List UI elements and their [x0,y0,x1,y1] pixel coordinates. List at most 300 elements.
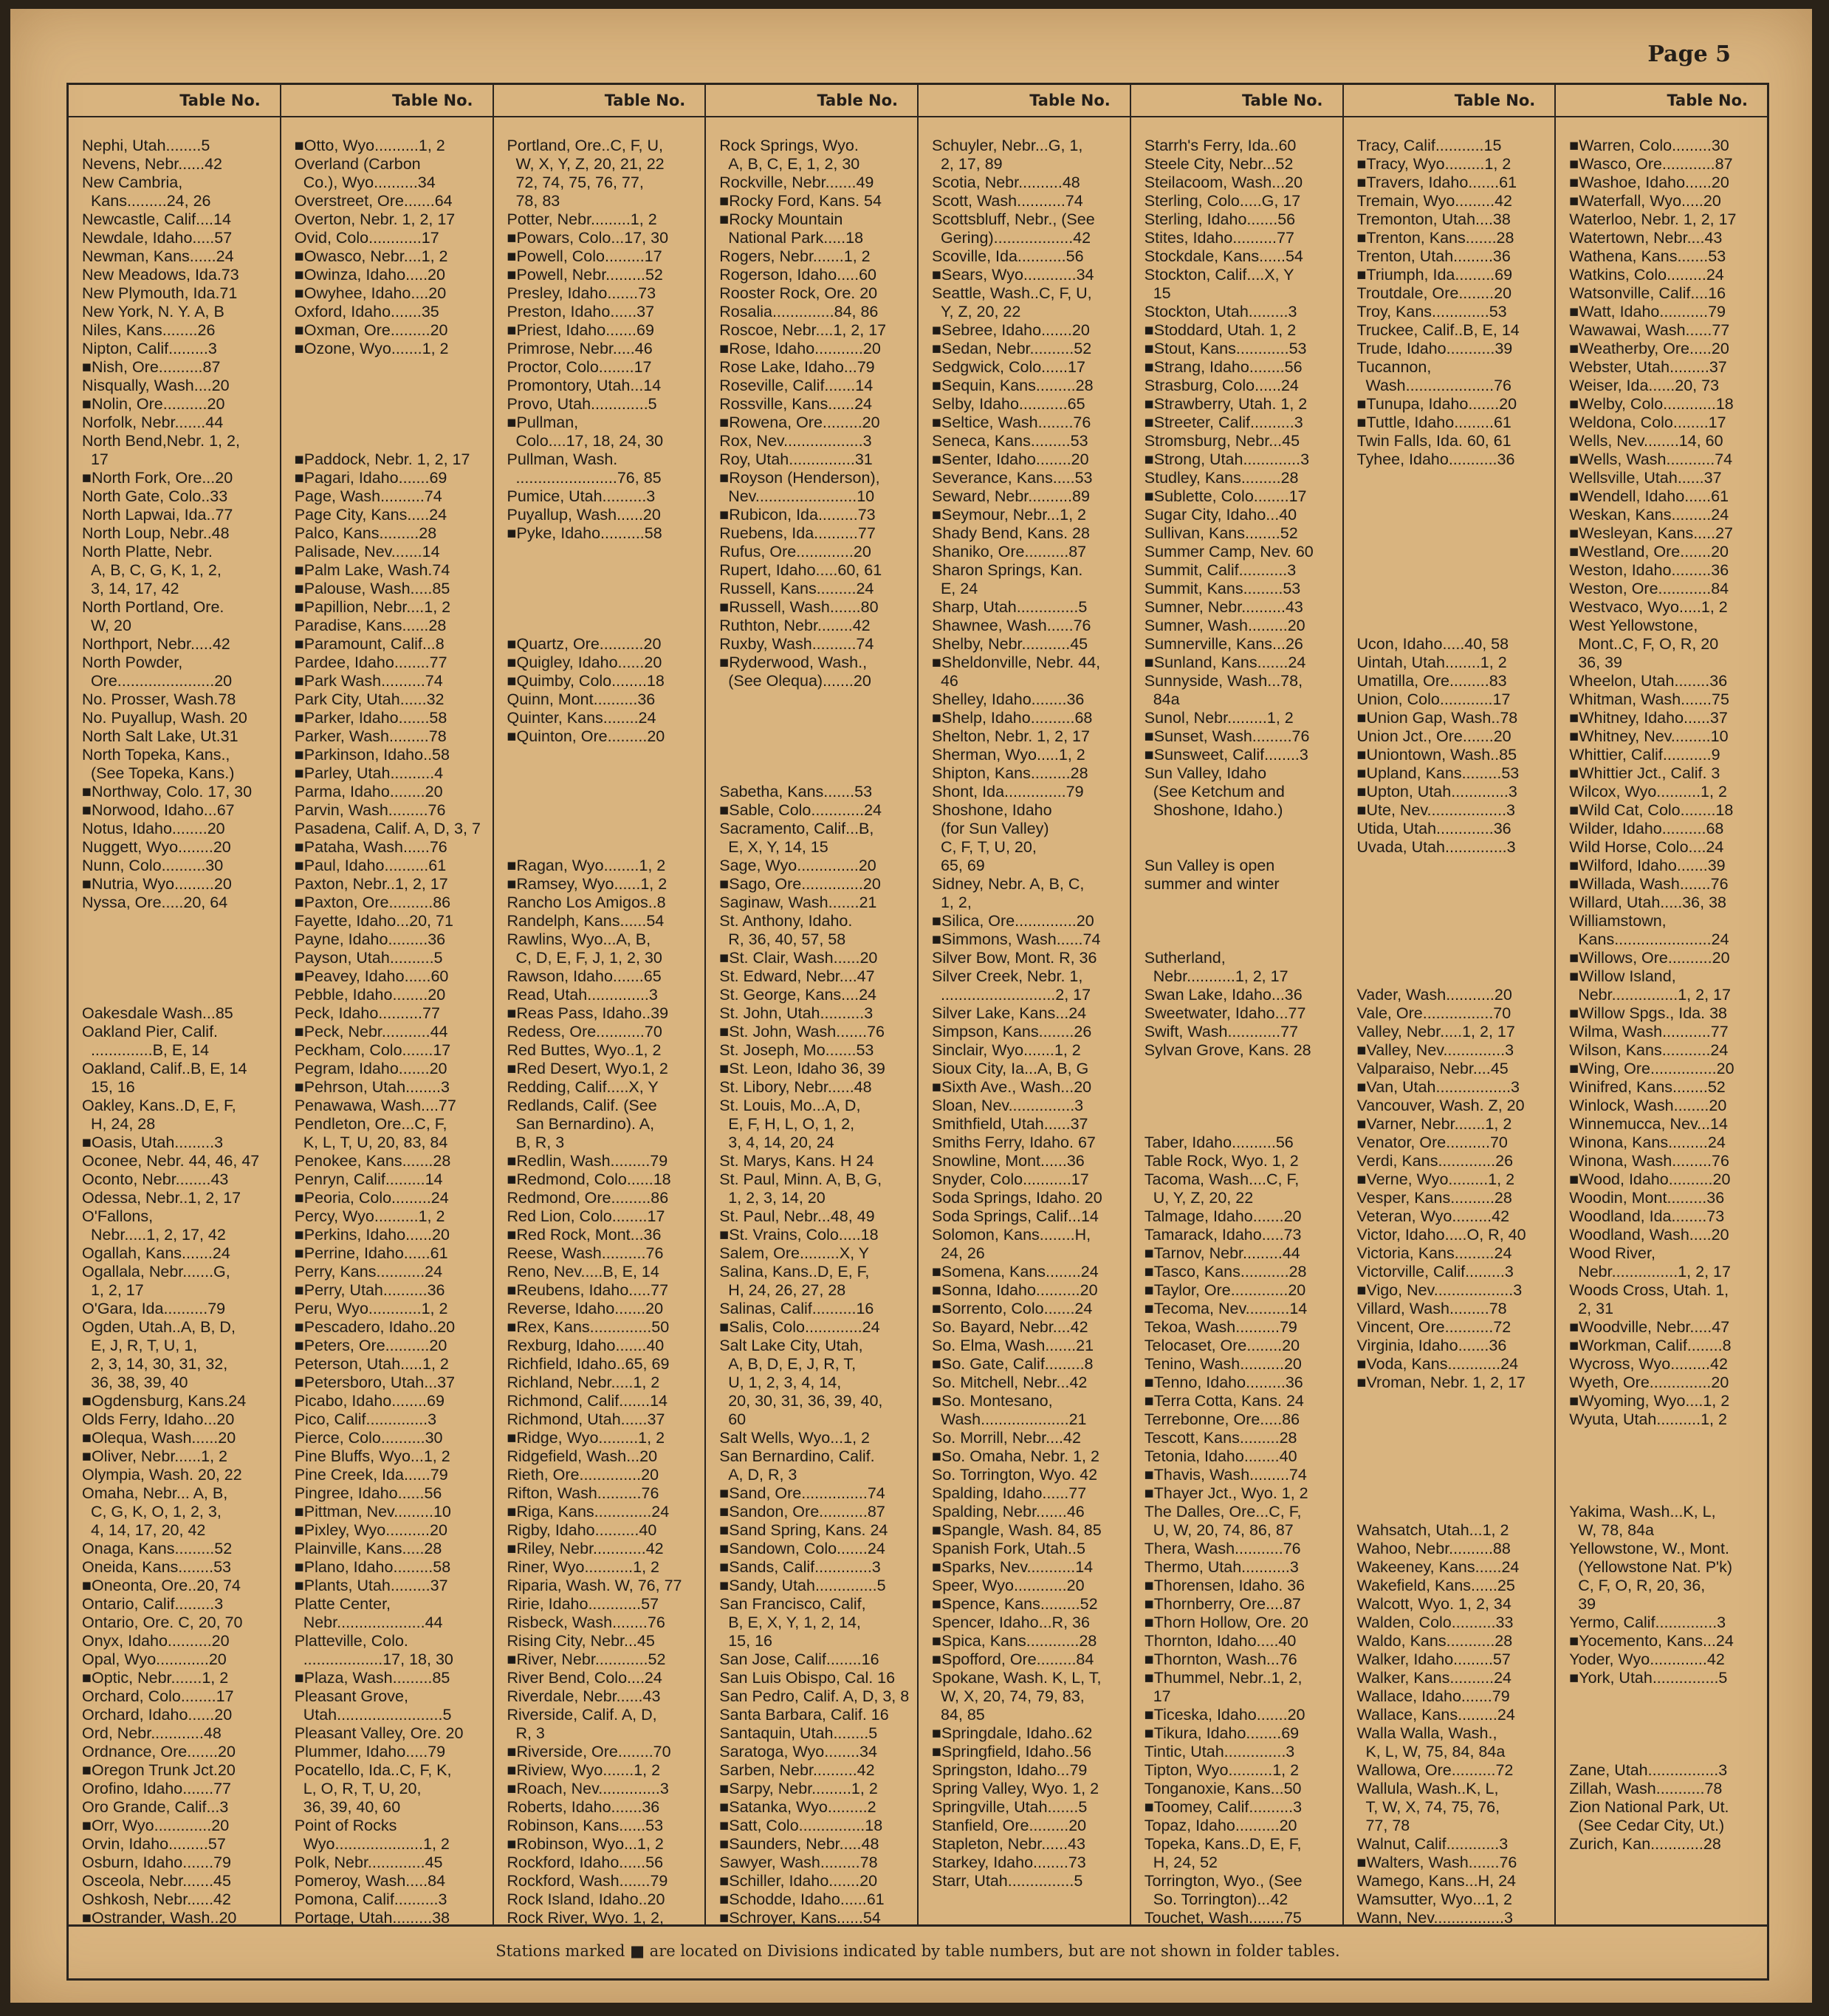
station-entry: Rawlins, Wyo...A, B, [507,930,651,948]
station-entry: ■Pehrson, Utah........3 [294,1078,450,1096]
station-entry: 72, 74, 75, 76, 77, [507,174,644,191]
station-entry: Penawawa, Wash....77 [294,1097,456,1114]
station-entry: Ord, Nebr............48 [82,1724,222,1742]
station-entry: St. Edward, Nebr....47 [719,967,875,985]
station-entry: Silver Lake, Kans...24 [932,1004,1087,1022]
station-entry: Stapleton, Nebr......43 [932,1835,1085,1853]
column-header: Table No. [1556,85,1767,117]
station-index-table [66,83,1769,1981]
station-entry: Nisqually, Wash....20 [82,377,230,394]
station-entry: Wash....................76 [1356,377,1511,394]
station-entry: Touchet, Wash........75 [1144,1909,1302,1927]
station-entry: Penryn, Calif.........14 [294,1170,443,1188]
station-entry: Richmond, Calif.......14 [507,1392,668,1410]
station-entry: Plainville, Kans.....28 [294,1540,442,1557]
column-header: Table No. [706,85,917,117]
station-entry: ■Schodde, Idaho......61 [719,1890,885,1908]
station-entry: Vale, Ore................70 [1356,1004,1511,1022]
station-entry: O'Fallons, [82,1207,154,1225]
station-entry: ■Sandown, Colo.......24 [719,1540,885,1557]
station-entry: ■Whittier Jct., Calif. 3 [1569,764,1720,782]
station-entry: 78, 83 [507,192,560,210]
station-entry: ■Rubicon, Ida.........73 [719,506,876,524]
station-entry: Redding, Calif.....X, Y [507,1078,659,1096]
station-entry: Wash....................21 [932,1410,1087,1428]
station-entry: Wakeeney, Kans......24 [1356,1558,1520,1576]
station-entry: Peck, Idaho..........77 [294,1004,440,1022]
station-entry: Ogallah, Kans.......24 [82,1244,230,1262]
station-entry: Ontario, Ore. C, 20, 70 [82,1614,243,1631]
station-entry: San Bernardino, Calif. [719,1447,875,1465]
station-entry: San Francisco, Calif, [719,1595,866,1613]
station-entry: ■Powars, Colo...17, 30 [507,229,669,247]
station-entry: Stites, Idaho..........77 [1144,229,1294,247]
station-entry: 4, 14, 17, 20, 42 [82,1521,206,1539]
station-entry: North Lapwai, Ida..77 [82,506,233,524]
station-entry: ■Seltice, Wash........76 [932,414,1091,431]
station-entry: ■Tunupa, Idaho.......20 [1356,395,1517,413]
station-entry: Winona, Kans.........24 [1569,1134,1726,1151]
station-entry: St. Paul, Minn. A, B, G, [719,1170,882,1188]
station-entry: Shelby, Nebr...........45 [932,635,1088,653]
station-entry: Wakefield, Kans......25 [1356,1577,1515,1594]
station-column [706,85,919,1927]
station-entry: Richland, Nebr.....1, 2 [507,1374,660,1391]
station-entry: Zurich, Kan............28 [1569,1835,1721,1853]
station-entry [1357,1410,1548,1429]
station-entry: Union, Colo............17 [1356,690,1511,708]
station-entry: ■Simmons, Wash......74 [932,930,1101,948]
station-entry: Orvin, Idaho.........57 [82,1835,226,1853]
station-entry: ■Nolin, Ore..........20 [82,395,225,413]
station-entry: Tescott, Kans.........28 [1144,1429,1297,1447]
station-entry: C, G, K, O, 1, 2, 3, [82,1503,222,1520]
station-entry: Reno, Nev.....B, E, 14 [507,1263,659,1280]
station-entry [1357,1503,1548,1521]
station-entry: ■Strong, Utah.............3 [1144,450,1310,468]
station-entry: Pardee, Idaho........77 [294,654,447,671]
station-entry [1145,1060,1335,1078]
station-entry: (See Topeka, Kans.) [82,764,235,782]
station-entry: Thermo, Utah...........3 [1144,1558,1299,1576]
station-entry [1145,930,1335,949]
station-entry: Watkins, Colo.........24 [1569,266,1724,284]
station-entry: Redlands, Calif. (See [507,1097,657,1114]
station-entry: ■Peoria, Colo.........24 [294,1189,449,1207]
station-entry: ■Tasco, Kans...........28 [1144,1263,1307,1280]
station-entry: St. Louis, Mo...A, D, [719,1097,861,1114]
station-entry: Sinclair, Wyo.......1, 2 [932,1041,1081,1059]
station-entry: ■Tuttle, Idaho.........61 [1356,414,1511,431]
station-entry: Wycross, Wyo.........42 [1569,1355,1728,1373]
station-entry: Wallace, Kans.........24 [1356,1706,1515,1724]
column-header: Table No. [494,85,705,117]
station-entry [507,617,698,635]
station-entry: Summer Camp, Nev. 60 [1144,543,1314,560]
station-entry: Richmond, Utah......37 [507,1410,665,1428]
station-entry: Rossville, Kans......24 [719,395,872,413]
station-entry: ■Thorn Hollow, Ore. 20 [1144,1614,1308,1631]
station-entry: ■Reas Pass, Idaho..39 [507,1004,669,1022]
station-entry: ■Upland, Kans.........53 [1356,764,1520,782]
station-entry [507,561,698,580]
station-entry: Wallace, Idaho.......79 [1356,1687,1510,1705]
station-entry: Winnemucca, Nev...14 [1569,1115,1728,1133]
station-entry: Quinn, Mont..........36 [507,690,656,708]
station-entry: Wellsville, Utah......37 [1569,469,1722,487]
station-entry [1569,1706,1760,1724]
station-entry [295,358,485,377]
station-entry: Walnut, Calif............3 [1356,1835,1509,1853]
station-entry: Page, Wash..........74 [294,487,442,505]
station-entry: ■Oasis, Utah.........3 [82,1134,224,1151]
station-entry: ■Wood, Idaho..........20 [1569,1170,1731,1188]
station-entry: (See Cedar City, Ut.) [1569,1817,1725,1834]
station-entry [82,967,272,986]
station-entry: R, 36, 40, 57, 58 [719,930,846,948]
station-entry: Rosalia..............84, 86 [719,303,879,320]
station-entry [82,949,272,967]
station-entry: ■Wendell, Idaho......61 [1569,487,1729,505]
station-entry: Stockton, Calif....X, Y [1144,266,1294,284]
station-entry [82,986,272,1004]
station-entry: Tetonia, Idaho........40 [1144,1447,1297,1465]
station-entry [1145,1078,1335,1097]
station-entry: Wyuta, Utah..........1, 2 [1569,1410,1727,1428]
station-entry: Stromsburg, Nebr...45 [1144,432,1300,450]
station-entry: Sugar City, Idaho...40 [1144,506,1297,524]
station-entry: (See Ketchum and [1144,783,1285,800]
station-entry: Reverse, Idaho.......20 [507,1300,664,1317]
station-entry: Woodland, Ida........73 [1569,1207,1725,1225]
station-entry: Sioux City, Ia...A, B, G [932,1060,1089,1077]
station-entry: Table Rock, Wyo. 1, 2 [1144,1152,1299,1170]
station-entry: Onyx, Idaho..........20 [82,1632,230,1650]
station-entry: ■Ostrander, Wash..20 [82,1909,237,1927]
station-entry: ■Sebree, Idaho.......20 [932,321,1090,339]
station-entry: Truckee, Calif..B, E, 14 [1356,321,1520,339]
station-entry: Orchard, Colo........17 [82,1687,234,1705]
station-entry: So. Elma, Wash.......21 [932,1337,1094,1354]
station-entry: ■Roach, Nev..............3 [507,1780,669,1797]
station-entry [1357,1466,1548,1484]
station-entry: ■Springfield, Idaho..56 [932,1743,1092,1760]
station-entry: ■Pixley, Wyo..........20 [294,1521,447,1539]
station-entry: Spalding, Idaho......77 [932,1484,1087,1502]
station-entry: ■Sublette, Colo........17 [1144,487,1307,505]
station-entry: ■Petersboro, Utah...37 [294,1374,456,1391]
station-entry: Ontario, Calif.........3 [82,1595,224,1613]
station-entry: Pocatello, Ida..C, F, K, [294,1761,452,1779]
station-entry: Tipton, Wyo..........1, 2 [1144,1761,1300,1779]
station-entry [1357,875,1548,894]
station-entry: ■Oxman, Ore.........20 [294,321,448,339]
station-entry: Randelph, Kans......54 [507,912,665,930]
station-entry: ■Royson (Henderson), [719,469,880,487]
station-entry: ■Parker, Idaho.......58 [294,709,447,727]
station-entry: (Yellowstone Nat. P'k) [1569,1558,1733,1576]
station-entry: Park City, Utah......32 [294,690,445,708]
station-entry [719,746,910,764]
station-entry: H, 24, 26, 27, 28 [719,1281,846,1299]
station-entry: Tremonton, Utah....38 [1356,210,1511,228]
station-entry: Roseville, Calif.......14 [719,377,874,394]
station-entry: Saratoga, Wyo........34 [719,1743,877,1760]
station-entry: ■Varner, Nebr.......1, 2 [1356,1115,1512,1133]
station-entry [719,727,910,746]
station-entry: Shelley, Idaho........36 [932,690,1085,708]
station-entry [82,912,272,930]
station-entry: Polk, Nebr.............45 [294,1854,443,1871]
station-entry: Stockdale, Kans......54 [1144,247,1303,265]
station-entry: Opal, Wyo............20 [82,1650,227,1668]
station-entry: Tamarack, Idaho.....73 [1144,1226,1302,1244]
station-entry: C, F, T, U, 20, [932,838,1037,856]
station-entry: W, X, Y, Z, 20, 21, 22 [507,155,665,173]
station-entry: ■Wing, Ore...............20 [1569,1060,1734,1077]
station-entry: ■Rowena, Ore.........20 [719,414,880,431]
station-entry: Simpson, Kans........26 [932,1023,1092,1040]
station-entry: ■Sedan, Nebr..........52 [932,340,1092,357]
station-entry: No. Puyallup, Wash. 20 [82,709,247,727]
station-entry: 20, 30, 31, 36, 39, 40, [719,1392,883,1410]
station-entry: Verdi, Kans.............26 [1356,1152,1514,1170]
station-entry: Newdale, Idaho.....57 [82,229,233,247]
station-entry: Pegram, Idaho.......20 [294,1060,447,1077]
station-entry: Scotia, Nebr..........48 [932,174,1080,191]
station-entry [719,709,910,727]
station-entry: ■Willow Spgs., Ida. 38 [1569,1004,1727,1022]
station-entry: Saginaw, Wash.......21 [719,894,877,911]
station-entry: ■Norwood, Idaho...67 [82,801,235,819]
station-entry: 1, 2, 3, 14, 20 [719,1189,826,1207]
station-entry: Severance, Kans.....53 [932,469,1093,487]
station-entry: Wawawai, Wash......77 [1569,321,1730,339]
station-entry: Santaquin, Utah........5 [719,1724,878,1742]
station-entry [1569,1466,1760,1484]
station-entry: E, F, H, L, O, 1, 2, [719,1115,855,1133]
station-entry: ■Pullman, [507,414,579,431]
station-entry: Palco, Kans.........28 [294,524,437,542]
station-entry [1357,1447,1548,1466]
station-entry: Platte Center, [294,1595,391,1613]
station-entry: ■Sears, Wyo............34 [932,266,1094,284]
station-entry: Willard, Utah.....36, 38 [1569,894,1726,911]
station-entry: West Yellowstone, [1569,617,1698,634]
station-entry [1569,1484,1760,1503]
station-entry: Ruthton, Nebr........42 [719,617,871,634]
station-entry: Riverdale, Nebr......43 [507,1687,661,1705]
station-entry: T, W, X, 74, 75, 76, [1356,1798,1500,1816]
station-entry: Uintah, Utah........1, 2 [1356,654,1507,671]
station-entry: Sidney, Nebr. A, B, C, [932,875,1085,893]
station-entry: ■Ozone, Wyo.......1, 2 [294,340,449,357]
station-entry: Pleasant Grove, [294,1687,408,1705]
station-entry: Kans.........24, 26 [82,192,211,210]
station-list [1131,117,1342,1927]
station-entry: ..........................2, 17 [932,986,1091,1004]
station-entry: Rock River, Wyo. 1, 2, [507,1909,664,1927]
station-entry: Wells, Nev........14, 60 [1569,432,1723,450]
station-entry: No. Prosser, Wash.78 [82,690,236,708]
station-entry: Winona, Wash.........76 [1569,1152,1729,1170]
station-entry: ■Stout, Kans............53 [1144,340,1307,357]
station-entry [507,746,698,764]
station-entry: ■Warren, Colo.........30 [1569,137,1729,154]
station-entry: E, X, Y, 14, 15 [719,838,828,856]
station-entry: Rose Lake, Idaho...79 [719,358,875,376]
station-entry [1357,894,1548,912]
station-entry: Primrose, Nebr.....46 [507,340,653,357]
column-header: Table No. [919,85,1130,117]
station-entry: B, R, 3 [507,1134,565,1151]
station-entry: Springville, Utah.......5 [932,1798,1088,1816]
station-entry: Telocaset, Ore........20 [1144,1337,1300,1354]
station-list [1556,117,1767,1854]
station-entry: Troy, Kans.............53 [1356,303,1507,320]
station-entry: ■Uniontown, Wash..85 [1356,746,1517,764]
station-column [1556,85,1767,1927]
station-entry: So. Torrington)...42 [1144,1890,1288,1908]
station-entry: ■Washoe, Idaho......20 [1569,174,1729,191]
station-entry: Sarben, Nebr..........42 [719,1761,875,1779]
station-entry [1569,1687,1760,1706]
station-entry: ■Orr, Wyo.............20 [82,1817,230,1834]
station-entry: Tucannon, [1356,358,1432,376]
column-header: Table No. [1344,85,1555,117]
station-entry: Parvin, Wash.........76 [294,801,446,819]
station-entry: 46 [932,672,958,690]
station-entry: Norfolk, Nebr.......44 [82,414,224,431]
station-entry: Silver Bow, Mont. R, 36 [932,949,1097,967]
station-entry: ■Waterfall, Wyo.....20 [1569,192,1721,210]
station-entry: Quinter, Kans........24 [507,709,656,727]
station-entry: Rockville, Nebr.......49 [719,174,874,191]
station-entry: ■St. John, Wash.......76 [719,1023,885,1040]
station-entry: Swan Lake, Idaho...36 [1144,986,1303,1004]
station-entry: Spokane, Wash. K, L, T, [932,1669,1102,1687]
station-entry: ■Saunders, Nebr.....48 [719,1835,879,1853]
station-entry: ■Spence, Kans.........52 [932,1595,1098,1613]
station-entry: ■Streeter, Calif..........3 [1144,414,1303,431]
station-entry: Sumner, Wash.........20 [1144,617,1305,634]
station-entry: Nebr...............1, 2, 17 [1569,1263,1731,1280]
station-entry: ■Sand, Ore...............74 [719,1484,885,1502]
station-entry: Salinas, Calif..........16 [719,1300,874,1317]
station-entry: ■North Fork, Ore...20 [82,469,233,487]
station-entry: Paxton, Nebr..1, 2, 17 [294,875,448,893]
station-column [281,85,494,1927]
station-entry: Weiser, Ida......20, 73 [1569,377,1720,394]
station-entry: ■Redmond, Colo......18 [507,1170,671,1188]
station-entry: Mont..C, F, O, R, 20 [1569,635,1719,653]
station-entry: Promontory, Utah...14 [507,377,662,394]
station-entry: ■Palouse, Wash.....85 [294,580,450,597]
station-entry: Watsonville, Calif....16 [1569,284,1726,302]
station-entry [1145,912,1335,930]
station-entry: ■So. Gate, Calif.........8 [932,1355,1094,1373]
station-entry: K, L, W, 75, 84, 84a [1356,1743,1506,1760]
station-entry: L, O, R, T, U, 20, [294,1780,422,1797]
station-column [69,85,281,1927]
station-entry: ■Sunset, Wash.........76 [1144,727,1310,745]
station-entry: Steele City, Nebr...52 [1144,155,1294,173]
station-entry: ■Seymour, Nebr...1, 2 [932,506,1086,524]
station-entry: Tyhee, Idaho...........36 [1356,450,1515,468]
station-entry: Silver Creek, Nebr. 1, [932,967,1083,985]
station-entry: ■Springdale, Idaho..62 [932,1724,1093,1742]
station-entry: ■Sable, Colo............24 [719,801,882,819]
station-entry: Shipton, Kans.........28 [932,764,1088,782]
station-entry: Walker, Idaho.........57 [1356,1650,1511,1668]
station-entry: ■So. Omaha, Nebr. 1, 2 [932,1447,1099,1465]
station-entry: Omaha, Nebr... A, B, [82,1484,228,1502]
station-entry [507,838,698,857]
station-entry: Rancho Los Amigos..8 [507,894,666,911]
station-entry [1569,1429,1760,1447]
station-entry: Topeka, Kans..D, E, F, [1144,1835,1302,1853]
station-entry: Oconee, Nebr. 44, 46, 47 [82,1152,260,1170]
station-entry: Wyeth, Ore..............20 [1569,1374,1729,1391]
station-entry: ■Trenton, Kans.......28 [1356,229,1514,247]
station-entry: New Meadows, Ida.73 [82,266,239,284]
station-entry: Pierce, Colo..........30 [294,1429,443,1447]
station-entry: ■Riverside, Ore........70 [507,1743,671,1760]
station-entry: ■St. Clair, Wash......20 [719,949,878,967]
station-entry: ■Sparks, Nev...........14 [932,1558,1094,1576]
station-entry: ■Olequa, Wash......20 [82,1429,236,1447]
station-entry: ■Spangle, Wash. 84, 85 [932,1521,1102,1539]
station-entry: Sunnyside, Wash...78, [1144,672,1303,690]
station-entry: Schuyler, Nebr...G, 1, [932,137,1083,154]
station-entry: North Powder, [82,654,183,671]
station-entry: A, D, R, 3 [719,1466,797,1484]
station-entry: Sterling, Colo.....G, 17 [1144,192,1301,210]
station-entry: Tracy, Calif...........15 [1356,137,1502,154]
station-entry: Oakland, Calif..B, E, 14 [82,1060,247,1077]
station-entry: ■Sandon, Ore...........87 [719,1503,885,1520]
station-entry: Overton, Nebr. 1, 2, 17 [294,210,456,228]
station-entry: ■Wilford, Idaho.......39 [1569,857,1726,874]
station-entry: ■Sandy, Utah..............5 [719,1577,886,1594]
station-entry: Sun Valley, Idaho [1144,764,1267,782]
station-entry: ■Priest, Idaho.......69 [507,321,654,339]
station-entry: ■Welby, Colo............18 [1569,395,1734,413]
station-entry: Shont, Ida..............79 [932,783,1084,800]
station-entry: Shaniko, Ore..........87 [932,543,1087,560]
station-entry: 77, 78 [1356,1817,1410,1834]
station-entry: Nev.......................10 [719,487,875,505]
station-entry [507,820,698,838]
station-entry [1145,1115,1335,1134]
station-entry: Whitman, Wash.......75 [1569,690,1729,708]
station-entry [1357,598,1548,617]
station-entry: Wilson, Kans...........24 [1569,1041,1729,1059]
station-entry: Orofino, Idaho.......77 [82,1780,231,1797]
station-entry: Thornton, Idaho.....40 [1144,1632,1297,1650]
station-entry: ■Powell, Nebr.........52 [507,266,663,284]
station-entry: ■Sequin, Kans.........28 [932,377,1094,394]
station-entry: Portland, Ore..C, F, U, [507,137,663,154]
station-entry: ■Salis, Colo.............24 [719,1318,880,1336]
station-entry: Starrh's Ferry, Ida..60 [1144,137,1297,154]
station-entry: ■Quartz, Ore..........20 [507,635,662,653]
station-list [919,117,1130,1890]
station-entry: Sumnerville, Kans...26 [1144,635,1303,653]
station-entry: Snowline, Mont......36 [932,1152,1085,1170]
station-entry: Ruebens, Ida..........77 [719,524,876,542]
station-entry: ■Schroyer, Kans......54 [719,1909,881,1927]
